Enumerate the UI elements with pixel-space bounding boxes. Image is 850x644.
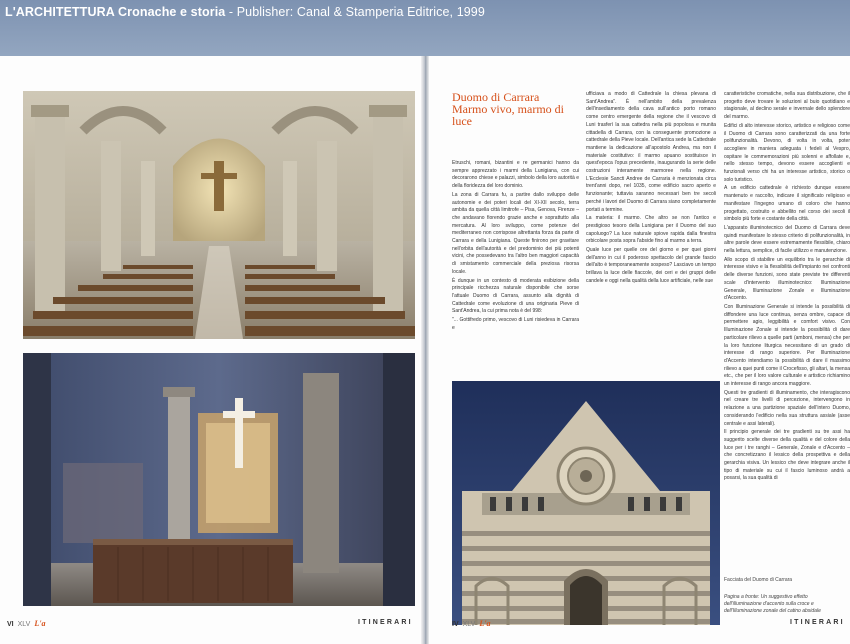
magazine-logo: L'a (34, 619, 46, 628)
paragraph: caratteristiche cromatiche, nella sua distribuzione, che il progetto deve trovare le soluzioni al buio quotidiano e stagionale, al declino serale e invernale dello splendore del marmo. (724, 91, 850, 121)
article-title (452, 91, 582, 127)
paragraph: È dunque in un contesto di moderata esibizione della principale ricchezza naturale disponibile che sorse l'attuale Duomo di Carrara, assunto alla dignità di Cattedrale come evoluzione di una originaria Pieve di Sant'Andrea, la cui prima nota è del 998: (452, 277, 579, 315)
paragraph: La materia: il marmo. Che altro se non l'antico e prestigioso tesoro della Lunigiana per il Duomo del suo capoluogo? La luce naturale spiove rapida dalla finestra orbicolare posta sopra l'abside fino al marmo a terra. (586, 215, 716, 245)
paragraph: Allo scopo di stabilire un equilibrio tra le gerarchie di interesse visivo e la flessibilità dell'impianto nei confronti delle diverse funzioni, sono state previste tre differenti scale d'intervento illuminotecnico: Illuminazione Generale, Illuminazione Zonale e Illuminazione d'Accento. (724, 256, 850, 302)
paragraph: ufficiava a modo di Cattedrale la chiesa plevana di Sant'Andrea". È nell'ambito della prevalenza dell'insediamento della cava sull'antico porto romano come centro emergente della regione che il vescovo di Luni trasferì la sua cattedra nella più popolosa e munita cittadella di Carrara, con la conseguente promozione a cattedrale della Pieve locale. Dell'antica sede la Cattedrale mantiene la dedicazione all'apostolo Andrea, ma non il materiale costitutivo: il marmo apuano sostituisce in quest'epoca l'opus precedente, inaugurando la serie delle costruzioni interamente marmoree nella regione. L'Ecclesie Sancti Andree de Carraria è menzionata circa trent'anni dopo, nel 1035, come edificio sacro aperto e funzionante; tuttavia saranno necessari ben tre secoli perché i lavori del Duomo di Carrara siano completamente portati a termine. (586, 91, 716, 213)
facing-page-caption: Pagina a fronte: Un suggestivo effetto dell'illuminazione d'accento sulla croce e dell'Illuminazione zonale del catino absidale (724, 594, 821, 614)
paragraph: "... Gottifredo primo, vescovo di Luni risiedeva in Carrara e (452, 317, 579, 331)
paragraph: Il principio generale dei tre gradienti su tre assi ha suggerito scelte diverse della qualità e del colore della luce per i tre ranghi – Generale, Zonale e d'Accento – che concretizzano il lessico della prospettiva e della gerarchia visiva. Un lessico che deve integrare anche il tipo di materiale su cui il fascio luminoso andrà a posarsi, la sua qualità di (724, 429, 850, 482)
paragraph: Edifici di alto interesse storico, artistico e religioso come il Duomo di Carrara sono caratterizzati da una forte polifunzionalità. Devono, di volta in volta, poter accogliere in maniera adeguata i fedeli al Vespro, ospitare le commemorazioni più solenni e affollate e, nello stesso tempo, devono essere accoglienti e funzionali verso chi ha un interesse artistico, storico o solo turistico. (724, 122, 850, 183)
page-number: IV (452, 621, 459, 628)
altar-crucifix-photo (23, 353, 415, 606)
photo-caption: Facciata del Duomo di Carrara (724, 577, 793, 583)
article-column-3 (724, 91, 850, 619)
paragraph: Con Illuminazione Generale si intende la possibilità di diffondere una luce continua, senza ombre, capace di permettere agio, leggibilità e comfort visivo. Con Illuminazione Zonale si intende la possibilità di dare particolare rilievo a quelle parti (amboni, mensa) che per la loro funzione liturgica necessitano di un grado di interesse di rango superiore. Per Illuminazione d'Accento intendiamo la possibilità di dare il massimo rilievo a quei punti come il Crocefisso, gli altari, la mensa etc., che per il loro valore culturale e artistico richiamino un interesse di rango ancora maggiore. (724, 303, 850, 388)
paragraph: A un edificio cattedrale è richiesto dunque essere mantenuto e raccolto, indicare il significato religioso e manifestare l'ingegno umano di coloro che hanno progettato, costruito e abbellito nel corso dei secoli il simbolo più forte e costante della città. (724, 185, 850, 223)
article-column-1 (452, 160, 579, 372)
paragraph: La zona di Carrara fu, a partire dallo sviluppo delle autonomie e dei poteri locali del XI-XII secolo, terra ambita da quella città limitrofe – Pisa, Genova, Firenze – che andavano fiorendo grazie anche e soprattutto alla mercatura. Al loro sviluppo, come potenze del mediterraneo non corrispose altrettanta forza da parte di Carrara e della Lunigiana. Queste finirono per gravitare nell'orbita dell'autorità e del predominio dei più potenti vicini, che possedevano tra l'altro ben maggiori capacità di smistamento commerciale della preziosa risorsa locale. (452, 191, 579, 275)
magazine-spread (0, 56, 850, 644)
article-title-line1: Duomo di Carrara (452, 90, 540, 104)
paragraph: Etruschi, romani, bizantini e re germanici hanno da sempre apprezzato i marmi della Lunigiana, con cui decorarono chiese e palazzi, simbolo della loro autorità e della floridezza del loro dominio. (452, 160, 579, 190)
window-title-bar (0, 0, 850, 56)
volume-number: XLV (17, 621, 31, 628)
cathedral-facade-photo (452, 381, 720, 625)
right-page-footer (452, 619, 490, 629)
paragraph: Questi tre gradienti di illuminamento, che interagiscono nel creare tre livelli di percezione, intervengono in relazione a una partizione spaziale dell'intero Duomo, considerando l'edificio nella sua struttura assiale (asse centrale e assi laterali). (724, 389, 850, 427)
nave-interior-photo (23, 91, 415, 339)
paragraph: Quale luce per quelle ore del giorno e per quei giorni dell'anno in cui il poderoso spettacolo del grande fascio dell'alto è temporaneamente sospeso? Lasciavo un tempo brillava la luce delle fiaccole, dei ceri e dei gruppi delle candele e oggi nella qualità della luce artificiale, nelle sue (586, 247, 716, 284)
window-title (5, 5, 485, 19)
window-title-rest: - Publisher: Canal & Stamperia Editrice, 1999 (225, 5, 485, 19)
article-column-2 (586, 91, 716, 371)
paragraph: L'apparato illuminotecnico del Duomo di Carrara deve quindi manifestare lo stesso criterio di polifunzionalità, in altre parole deve essere estremamente flessibile, chiaro nella lettura, semplice, di facile utilizzo e manutenzione. (724, 224, 850, 255)
section-rubric: ITINERARI (790, 619, 845, 626)
left-page-footer (7, 619, 45, 629)
magazine-logo: L'a (479, 619, 491, 628)
page-number: VI (7, 621, 14, 628)
window-title-bold: L'ARCHITETTURA Cronache e storia (5, 5, 226, 19)
page-gutter (421, 56, 429, 644)
section-rubric: ITINERARI (358, 619, 413, 626)
volume-number: XLV (462, 621, 476, 628)
article-title-line2: Marmo vivo, marmo di luce (452, 102, 564, 128)
